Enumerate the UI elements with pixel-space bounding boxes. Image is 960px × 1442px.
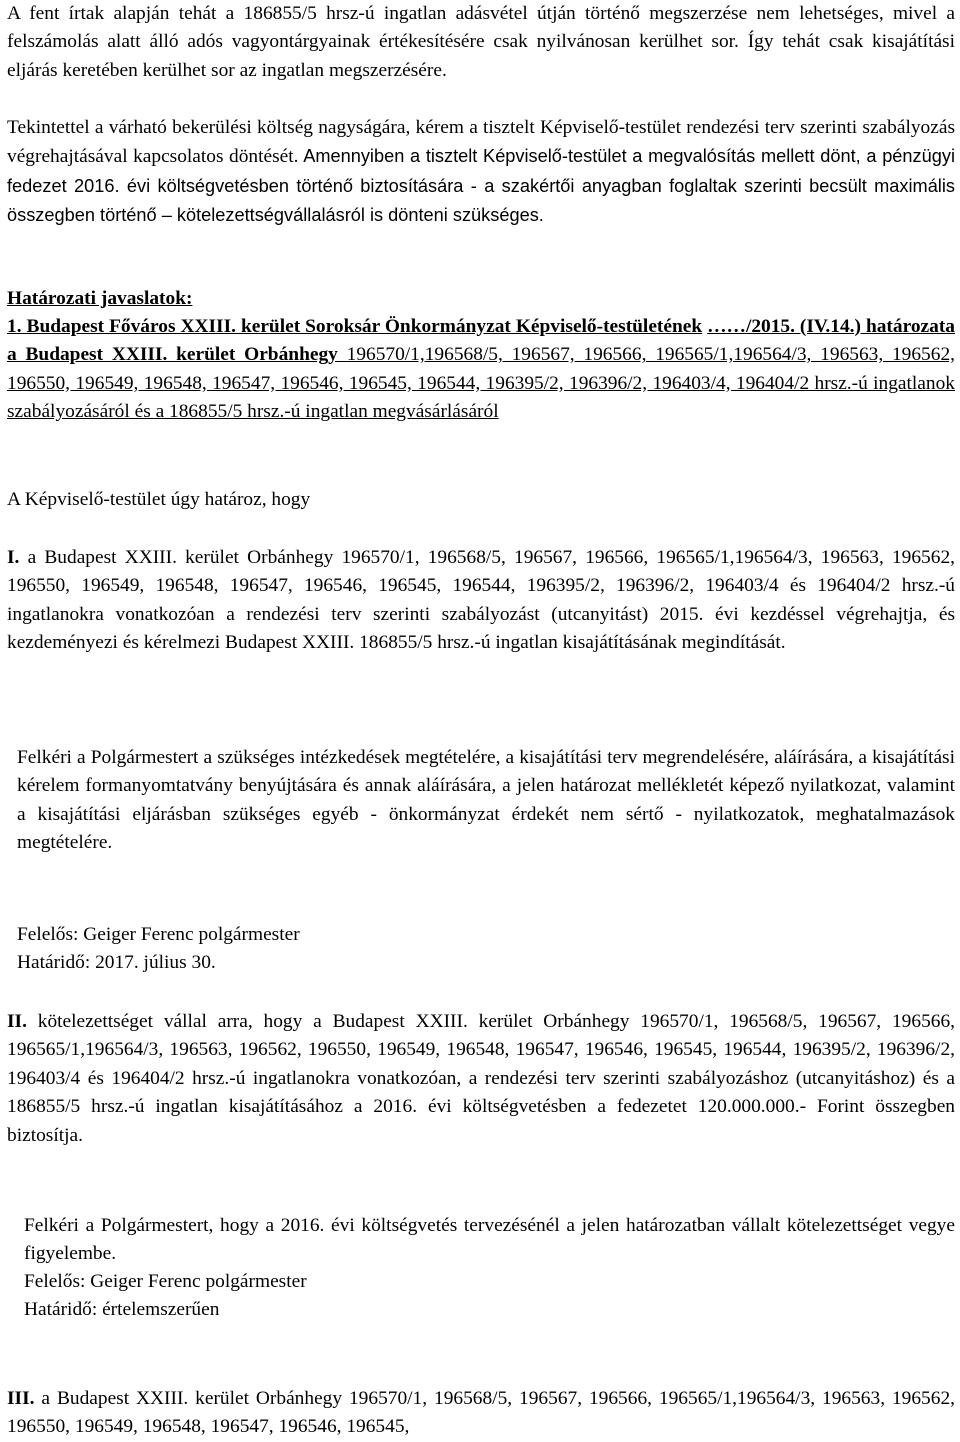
resolution-title-line1: 1. Budapest Főváros XXIII. kerület Soroksár Önkormányzat Képviselő-testületének: [7, 316, 703, 337]
section-1-body: a Budapest XXIII. kerület Orbánhegy 196570/1, 196568/5, 196567, 196566, 196565/1,196564/3, 196563, 196562, 196550, 196549, 196548, 196547, 196546, 196545, 196544, 196395/2, 196396/2, 196403/4 és 196404/2 hrsz.-ú ingatlanokra vonatkozóan a rendezési terv szerinti szabályozást (utcanyitást) 2015. évi kezdéssel végrehajtja, és kezdeményezi és kérelmezi Budapest XXIII. 186855/5 hrsz.-ú ingatlan kisajátításának megindítását.: [7, 547, 955, 654]
section-3-text: [7, 1385, 955, 1442]
intro-paragraph-2-second: Amennyiben a tisztelt Képviselő-testület a megvalósítás mellett dönt, a pénzügyi fedezet 2016. évi költségvetésben történő biztosítására - a szakértői anyagban foglaltak szerinti becsült maximális összegben történő – kötelezettségvállalásról is dönteni szükséges.: [7, 146, 955, 226]
section-2-deadline: Határidő: értelemszerűen: [24, 1299, 220, 1320]
section-2-text: [7, 1008, 955, 1150]
section-1-responsible: Felelős: Geiger Ferenc polgármester: [17, 924, 300, 945]
section-3-body: a Budapest XXIII. kerület Orbánhegy 196570/1, 196568/5, 196567, 196566, 196565/1,196564/3, 196563, 196562, 196550, 196549, 196548, 196547, 196546, 196545,: [7, 1388, 955, 1438]
section-2-label: II.: [7, 1011, 27, 1032]
intro-paragraph-2: [7, 114, 955, 231]
intro-paragraph-1: A fent írtak alapján tehát a 186855/5 hrsz-ú ingatlan adásvétel útján történő megszerzése nem lehetséges, mivel a felszámolás alatt álló adós vagyontárgyainak értékesítésére csak nyilvánosan kerülhet sor. Így tehát csak kisajátítási eljárás keretében kerülhet sor az ingatlan megszerzésére.: [7, 3, 955, 81]
section-1-request: Felkéri a Polgármestert a szükséges intézkedések megtételére, a kisajátítási terv megrendelésére, aláírására, a kisajátítási kérelem formanyomtatvány benyújtására és annak aláírására, a jelen határozat mellékletét képező nyilatkozat, valamint a kisajátítási eljárásban szükséges egyéb - önkormányzat érdekét nem sértő - nyilatkozatok, meghatalmazások megtételére.: [17, 747, 955, 854]
resolution-title-line2: ……/2015. (IV.14.) határozata a Budapest XXIII. kerület Orbánhegy: [7, 316, 955, 366]
resolution-title: [7, 313, 955, 427]
section-2-request: Felkéri a Polgármestert, hogy a 2016. évi költségvetés tervezésénél a jelen határozatban vállalt kötelezettséget vegye figyelembe.: [24, 1215, 955, 1265]
section-1-label: I.: [7, 547, 20, 568]
decides-line: A Képviselő-testület úgy határoz, hogy: [7, 489, 311, 510]
section-1-text: [7, 544, 955, 658]
section-1-deadline: Határidő: 2017. július 30.: [17, 952, 216, 973]
section-3-label: III.: [7, 1388, 35, 1409]
section-2-body: kötelezettséget vállal arra, hogy a Budapest XXIII. kerület Orbánhegy 196570/1, 196568/5, 196567, 196566, 196565/1,196564/3, 196563, 196562, 196550, 196549, 196548, 196547, 196546, 196545, 196544, 196395/2, 196396/2, 196403/4 és 196404/2 hrsz.-ú ingatlanokra vonatkozóan, a rendezési terv szerinti szabályozáshoz (utcanyitáshoz) és a 186855/5 hrsz.-ú ingatlan kisajátításához a 2016. évi költségvetésben a fedezetet 120.000.000.- Forint összegben biztosítja.: [7, 1011, 955, 1146]
resolution-title-numbers: 196570/1,196568/5, 196567, 196566, 196565/1,196564/3, 196563, 196562, 196550, 196549, 196548, 196547, 196546, 196545, 196544, 196395/2, 196396/2, 196403/4, 196404/2 hrsz.-ú ingatlanok szabályozásáról és a 186855/5 hrsz.-ú ingatlan megvásárlásáról: [7, 344, 955, 423]
resolutions-heading: Határozati javaslatok:: [7, 288, 193, 309]
section-2-responsible: Felelős: Geiger Ferenc polgármester: [24, 1271, 307, 1292]
intro-paragraph-2-first: Tekintettel a várható bekerülési költség nagyságára, kérem a tisztelt Képviselő-testület rendezési terv szerinti szabályozás végrehajtásával kapcsolatos döntését.: [7, 117, 955, 168]
